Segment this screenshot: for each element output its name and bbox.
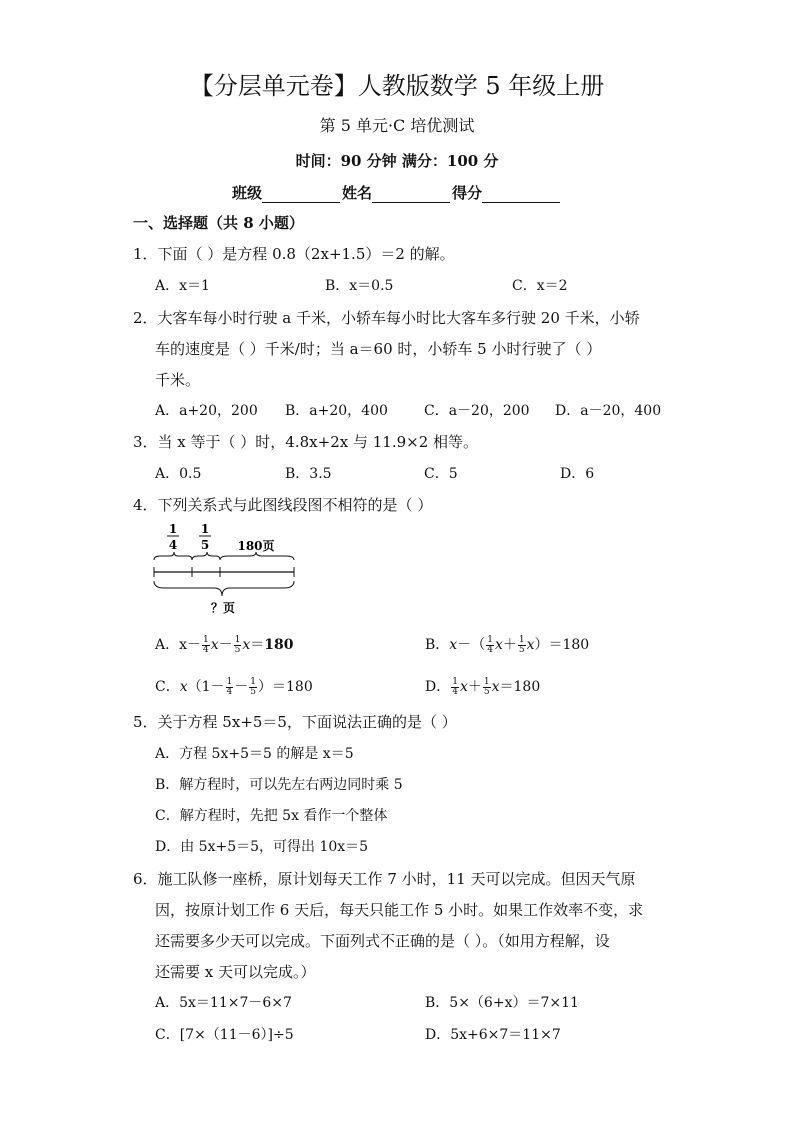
- question-6-line3: 还需要多少天可以完成。下面列式不正确的是（ ）。（如用方程解，设: [155, 932, 610, 950]
- diagram-frac1-den: 4: [168, 538, 178, 552]
- diagram-known-label: 180页: [237, 539, 275, 553]
- question-2-line1: 2．大客车每小时行驶 a 千米，小轿车每小时比大客车多行驶 20 千米，小轿: [133, 309, 640, 327]
- q3-option-d[interactable]: D．6: [560, 466, 595, 482]
- question-4-stem: 4．下列关系式与此图线段图不相符的是（ ）: [133, 496, 433, 514]
- q6-option-b[interactable]: B．5×（6+x）＝7×11: [425, 995, 579, 1011]
- q4-option-b[interactable]: B．x－（ $\frac{1}{4}$ x＋ $\frac{1}{5}$ x）＝180: [425, 634, 590, 655]
- section-title: 一、选择题（共 8 小题）: [133, 214, 304, 232]
- q2-option-b[interactable]: B．a+20，400: [285, 403, 388, 419]
- question-5-stem: 5．关于方程 5x+5＝5，下面说法正确的是（ ）: [133, 713, 457, 731]
- score-label: 得分: [452, 184, 483, 202]
- q4-option-d[interactable]: D． $\frac{1}{4}$ x＋ $\frac{1}{5}$ x＝180: [425, 676, 541, 697]
- segment-diagram: [150, 518, 300, 618]
- q2-option-d[interactable]: D．a－20，400: [555, 403, 662, 419]
- question-3-stem: 3．当 x 等于（ ）时，4.8x+2x 与 11.9×2 相等。: [133, 433, 479, 451]
- q5-option-c[interactable]: C．解方程时，先把 5x 看作一个整体: [155, 808, 388, 824]
- q1-option-a[interactable]: A．x＝1: [155, 278, 210, 294]
- diagram-frac2-den: 5: [200, 538, 210, 552]
- class-label: 班级: [231, 184, 262, 202]
- question-2-line2: 车的速度是（ ）千米/时；当 a＝60 时，小轿车 5 小时行驶了（ ）: [155, 340, 602, 358]
- q4-option-a[interactable]: A．x－ $\frac{1}{4}$ x－ $\frac{1}{5}$ x＝180: [155, 634, 294, 655]
- diagram-frac2-num: 1: [200, 522, 210, 536]
- q6-option-d[interactable]: D．5x+6×7＝11×7: [425, 1027, 561, 1043]
- q6-option-c[interactable]: C．[7×（11－6）]÷5: [155, 1027, 294, 1043]
- q3-option-c[interactable]: C．5: [424, 466, 458, 482]
- q6-option-a[interactable]: A．5x＝11×7－6×7: [155, 995, 292, 1011]
- class-blank[interactable]: [262, 187, 340, 203]
- q3-option-a[interactable]: A．0.5: [155, 466, 202, 482]
- question-2-line3: 千米。: [155, 371, 201, 389]
- q5-option-a[interactable]: A．方程 5x+5＝5 的解是 x＝5: [155, 746, 354, 762]
- q2-option-c[interactable]: C．a－20，200: [424, 403, 530, 419]
- question-6-line1: 6．施工队修一座桥，原计划每天工作 7 小时，11 天可以完成。但因天气原: [133, 870, 636, 888]
- q2-option-a[interactable]: A．a+20，200: [155, 403, 258, 419]
- diagram-frac1-num: 1: [168, 522, 178, 536]
- q5-option-b[interactable]: B．解方程时，可以先左右两边同时乘 5: [155, 777, 403, 793]
- exam-meta: 时间：90 分钟 满分：100 分: [295, 152, 499, 170]
- q1-option-b[interactable]: B．x＝0.5: [325, 278, 394, 294]
- question-1-stem: 1．下面（ ）是方程 0.8（2x+1.5）＝2 的解。: [133, 245, 455, 263]
- diagram-total-label: ？页: [210, 601, 236, 615]
- q3-option-b[interactable]: B．3.5: [285, 466, 332, 482]
- name-label: 姓名: [341, 184, 372, 202]
- name-blank[interactable]: [372, 187, 450, 203]
- score-blank[interactable]: [482, 187, 560, 203]
- page-subtitle: 第 5 单元·C 培优测试: [319, 116, 475, 135]
- page-title: 【分层单元卷】人教版数学 5 年级上册: [189, 72, 605, 100]
- q1-option-c[interactable]: C．x＝2: [512, 278, 568, 294]
- q5-option-d[interactable]: D．由 5x+5＝5，可得出 10x＝5: [155, 839, 369, 855]
- question-6-line2: 因，按原计划工作 6 天后，每天只能工作 5 小时。如果工作效率不变，求: [155, 901, 644, 919]
- student-info-line: [0, 182, 794, 203]
- q4-option-c[interactable]: C．x（1－ $\frac{1}{4}$ － $\frac{1}{5}$ ）＝180: [155, 676, 313, 697]
- question-6-line4: 还需要 x 天可以完成。）: [155, 963, 316, 981]
